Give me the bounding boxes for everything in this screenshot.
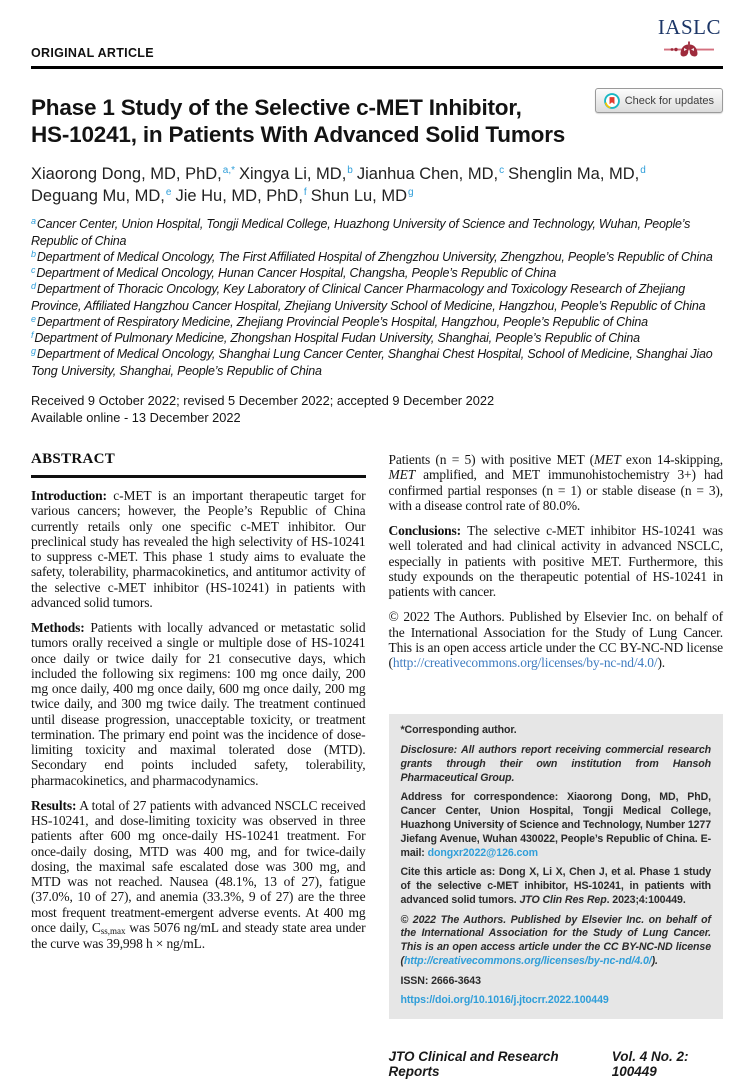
patients-paragraph: Patients (n = 5) with positive MET (MET exon 14-skipping, MET amplified, and MET immunohistochemistry 3+) had confirmed partial responses (n = 1) or stable disease (n = 3), with a disease control rate of 80.0%. [388,452,723,513]
affiliation-item [31,216,723,249]
met-gene-italic: MET [388,467,416,483]
journal-abbrev-italic: JTO Clin Res Rep [519,893,607,906]
author-name: Shun Lu, MD [310,187,408,206]
footnote-copyright: © 2022 The Authors. Published by Elsevier Inc. on behalf of the International Association for the Study of Lung Cancer. This is an open access article under the CC BY-NC-ND license (http://creativecommons.org/licenses/by-nc-nd/4.0/). [400,913,711,967]
iaslc-lungs-icon [664,40,714,64]
methods-label: Methods: [31,620,85,636]
introduction-label: Introduction: [31,488,107,504]
email-link[interactable]: dongxr2022@126.com [427,846,538,859]
author-name: Jie Hu, MD, PhD, [175,187,303,206]
affiliation-item [31,314,723,330]
iaslc-logo-text: IASLC [657,15,721,39]
correspondence-address: Address for correspondence: Xiaorong Dong, MD, PhD, Cancer Center, Union Hospital, Tongji Medical College, Huazhong University of Science and Technology, Number 1277 Jiefang Avenue, Wuhan 430022, People’s Republic of China. E-mail: dongxr2022@126.com [400,791,712,859]
author-superscript: f [303,187,307,199]
abstract-heading: ABSTRACT [31,451,366,478]
title-line-1: Phase 1 Study of the Selective c-MET Inhibitor, [31,95,522,120]
author-superscript: e [165,187,172,199]
check-for-updates-label: Check for updates [624,94,714,107]
author-name: Xingya Li, MD, [239,164,347,183]
abstract-left-column [31,451,366,951]
header-rule [31,66,723,69]
footer-journal-title: JTO Clinical and Research Reports [388,1049,559,1079]
affiliation-item [31,249,723,265]
author-superscript: g [408,187,414,199]
page-footer [389,1049,724,1079]
met-gene-italic: MET [594,452,621,468]
page-title [31,94,621,149]
author-name: Deguang Mu, MD, [31,187,165,206]
results-label: Results: [31,797,77,813]
doi-link[interactable]: https://doi.org/10.1016/j.jtocrr.2022.100449 [400,994,609,1007]
affiliation-item [31,330,723,346]
abstract-section [31,451,723,1079]
affiliation-text: Department of Medical Oncology, Hunan Cancer Hospital, Changsha, People’s Republic of China [36,266,557,281]
footnote-box [389,714,724,1019]
author-superscript: c [499,164,505,176]
crossmark-icon [604,93,620,109]
affiliation-text: Department of Medical Oncology, The First Affiliated Hospital of Zhengzhou University, Zhengzhou, People’s Republic of China [36,249,713,264]
doi-line [401,994,712,1008]
abstract-right-column [389,451,724,1079]
author-name: Shenglin Ma, MD, [508,164,640,183]
affiliation-item [31,281,723,314]
affiliations [31,216,723,379]
cc-license-link-footnote[interactable]: http://creativecommons.org/licenses/by-nc-nd/4.0/ [403,954,652,967]
received-dates [31,393,723,426]
affiliation-superscript: a [31,216,36,227]
conclusions-label: Conclusions: [388,523,461,539]
check-for-updates-button[interactable] [595,88,723,113]
affiliation-superscript: d [31,281,36,292]
author-superscript: d [640,164,646,176]
corresponding-author-note: *Corresponding author. [400,724,517,737]
affiliation-item [31,265,723,281]
author-name: Xiaorong Dong, MD, PhD, [31,164,222,183]
iaslc-logo [658,15,721,64]
affiliation-text: Department of Pulmonary Medicine, Zhongshan Hospital Fudan University, Shanghai, People’s Republic of China [34,331,640,346]
results-paragraph: Results: A total of 27 patients with advanced NSCLC received HS-10241, and dose-limiting toxicity was observed in three patients after 600 mg once-daily HS-10241 treatment. For once-daily dosing, MTD was 400 mg, and for twice-daily dosing, the maximal safe escalated dose was 300 mg, and MTD was not reached. Nausea (48.1%, 13 of 27), fatigue (37.0%, 10 of 27), and anemia (33.3%, 9 of 27) are the three most frequent treatment-emergent adverse events. At 400 mg once daily, $C_{ss,max}$ was 5076 ng/mL and steady state area under the curve was 39,998 h × ng/mL. [31,797,366,952]
title-line-2: HS-10241, in Patients With Advanced Solid Tumors [31,122,566,148]
introduction-paragraph: Introduction: c-MET is an important therapeutic target for various cancers; however, the People’s Republic of China currently retails only one specific c-MET inhibitor. Our preclinical study has revealed the high selectivity of HS-10241 to suppress c-MET. This phase 1 study aims to evaluate the safety, tolerability, pharmacokinetics, and antitumor activity of the selective c-MET inhibitor (HS-10241) in patients with advanced solid tumors. [31,488,366,610]
available-online-line: Available online - 13 December 2022 [31,409,241,425]
affiliation-superscript: b [31,248,36,259]
header [31,14,723,64]
affiliation-superscript: f [31,330,34,341]
cc-license-link[interactable]: http://creativecommons.org/licenses/by-nc-nd/4.0/ [392,655,658,671]
authors-line [31,163,723,208]
copyright-paragraph: © 2022 The Authors. Published by Elsevier Inc. on behalf of the International Association for the Study of Lung Cancer. This is an open access article under the CC BY-NC-ND license (http://creativecommons.org/licenses/by-nc-nd/4.0/). [388,609,723,671]
issn-line: ISSN: 2666-3643 [400,974,481,987]
affiliation-superscript: g [31,346,36,357]
affiliation-superscript: e [31,313,36,324]
footer-issue-info: Vol. 4 No. 2: 100449 [611,1049,689,1079]
author-superscript: a,* [222,164,235,176]
affiliation-text: Department of Medical Oncology, Shanghai Lung Cancer Center, Shanghai Chest Hospital, School of Medicine, Shanghai Jiao Tong University, Shanghai, People’s Republic of China [31,347,713,378]
disclosure-note: Disclosure: All authors report receiving commercial research grants through their own institution from Hansoh Pharmaceutical Group. [400,744,711,784]
affiliation-text: Cancer Center, Union Hospital, Tongji Medical College, Huazhong University of Science and Technology, Wuhan, People’s Republic of China [31,217,691,248]
affiliation-item [31,346,723,379]
article-type-label: ORIGINAL ARTICLE [31,46,154,60]
received-line: Received 9 October 2022; revised 5 December 2022; accepted 9 December 2022 [31,392,495,408]
affiliation-text: Department of Respiratory Medicine, Zhejiang Provincial People’s Hospital, Hangzhou, People’s Republic of China [36,314,648,329]
author-superscript: b [347,164,353,176]
citation-note: Cite this article as: Dong X, Li X, Chen J, et al. Phase 1 study of the selective c-MET inhibitor, HS-10241, in patients with advanced solid tumors. JTO Clin Res Rep. 2023;4:100449. [400,866,711,906]
affiliation-superscript: c [31,265,36,276]
css-max-subscript: ss,max [100,925,126,936]
conclusions-paragraph: Conclusions: The selective c-MET inhibitor HS-10241 was well tolerated and had clinical activity in advanced NSCLC, especially in patients with positive MET. Furthermore, this study expounds on the therapeutic potential of HS-10241 in patients with cancer. [388,523,724,600]
affiliation-text: Department of Thoracic Oncology, Key Laboratory of Clinical Cancer Pharmacology and Toxicology Research of Zhejiang Province, Affiliated Hangzhou Cancer Hospital, Zhejiang University School of Medicine, Hangzhou, People’s Republic of China [31,282,706,313]
methods-paragraph: Methods: Patients with locally advanced or metastatic solid tumors orally received a single or multiple dose of HS-10241 once daily or twice daily for 21 consecutive days, which included the following six regimens: 100 mg once daily, 200 mg once daily, 400 mg once daily, 600 mg once daily, 200 mg twice daily, and 300 mg twice daily. The treatment continued until disease progression, unacceptable toxicity, or treatment termination. The primary end point was the incidence of dose-limiting toxicity and maximal tolerated dose (MTD). Secondary end points included safety, tolerability, pharmacokinetics, and pharmacodynamics. [31,620,366,788]
author-name: Jianhua Chen, MD, [356,164,499,183]
